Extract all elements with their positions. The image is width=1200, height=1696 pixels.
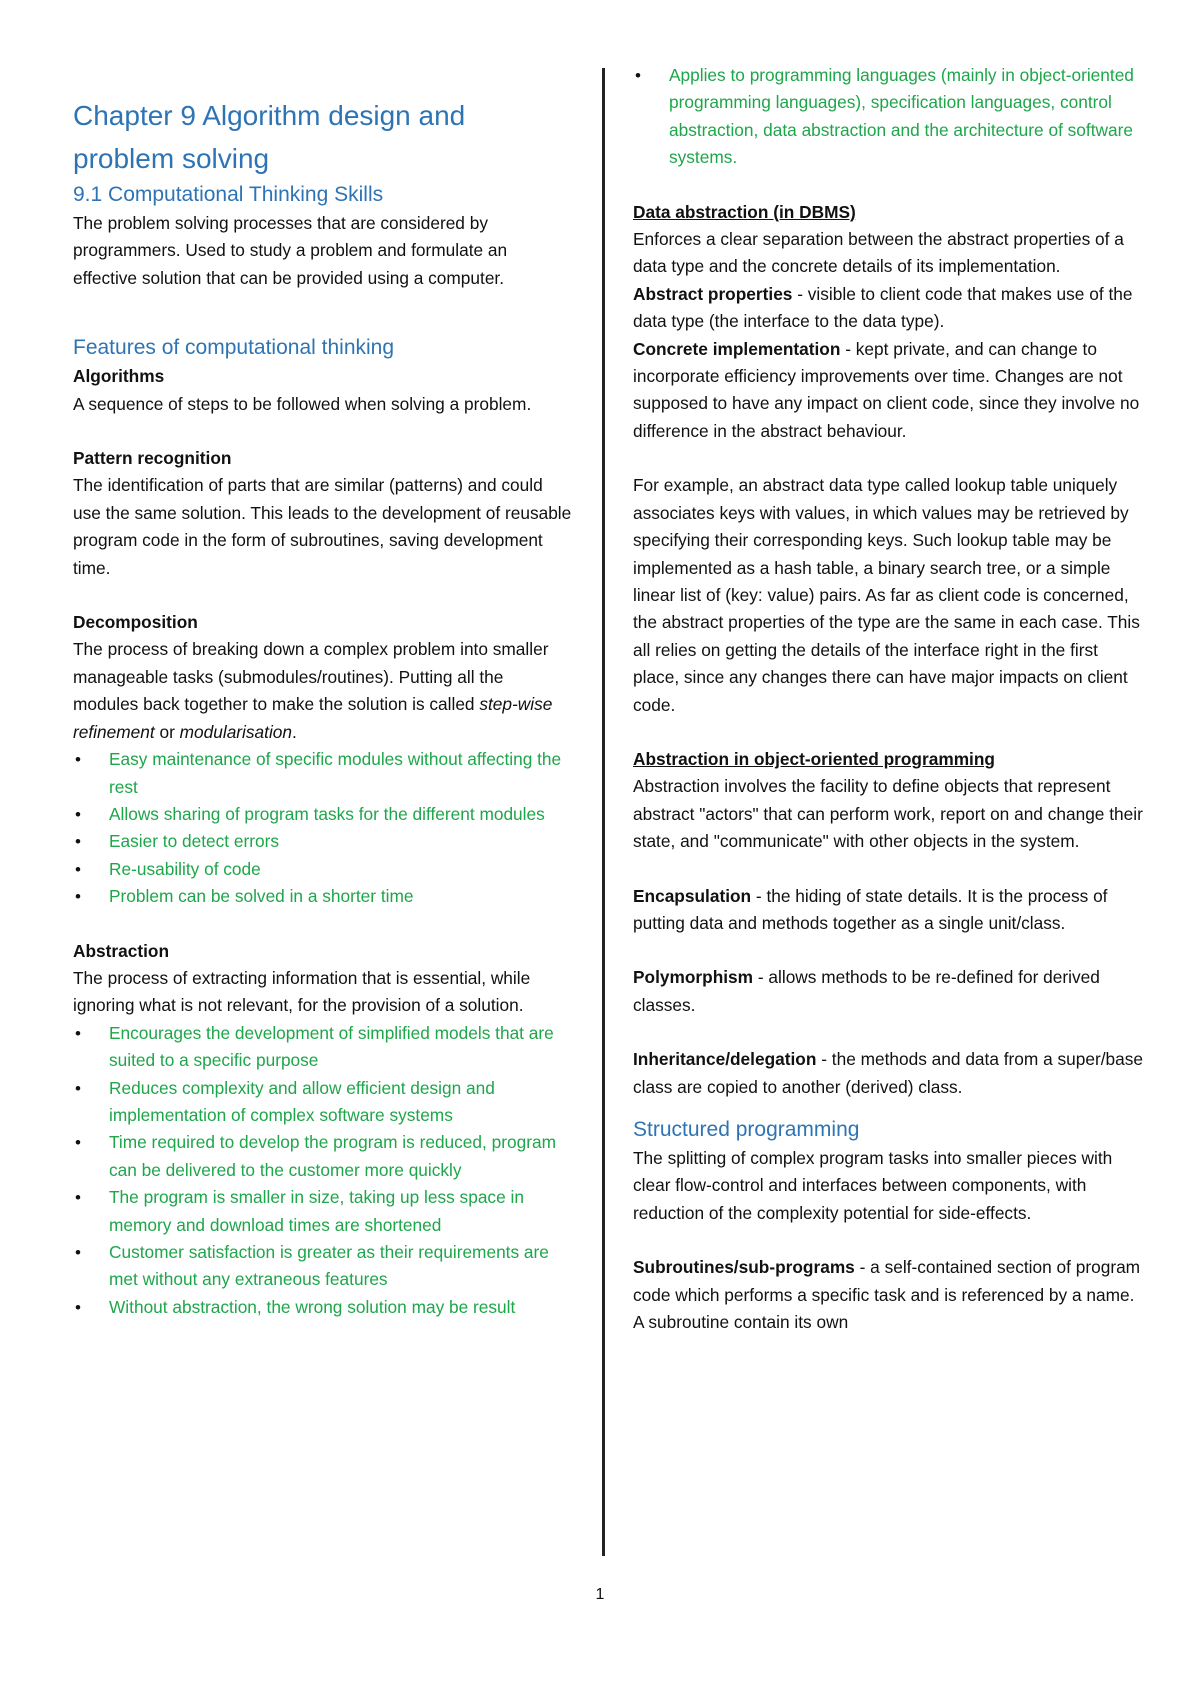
inheritance-text: Inheritance/delegation - the methods and data from a super/base class are copied to another (derived) class. xyxy=(633,1049,1144,1097)
pattern-text: The identification of parts that are similar (patterns) and could use the same solution. This leads to the development of reusable program code in the form of subroutines, saving development time. xyxy=(73,475,572,578)
pattern-title: Pattern recognition xyxy=(73,448,232,469)
oop-abstraction-text: Abstraction involves the facility to define objects that represent abstract "actors" that can perform work, report on and change their state, and "communicate" with other objects in the system. xyxy=(633,776,1143,852)
structured-programming-heading: Structured programming xyxy=(633,1118,860,1141)
algorithms-text: A sequence of steps to be followed when solving a problem. xyxy=(73,393,532,414)
list-item: • Time required to develop the program is reduced, program can be delivered to the customer more quickly xyxy=(73,1129,573,1184)
bullet-icon: • xyxy=(75,1297,81,1317)
list-item: • Easy maintenance of specific modules without affecting the rest xyxy=(73,746,573,801)
list-item: • Without abstraction, the wrong solution may be result xyxy=(73,1294,573,1321)
bullet-icon: • xyxy=(75,1243,81,1262)
list-item: • Re-usability of code xyxy=(73,856,573,883)
bullet-icon: • xyxy=(635,66,641,85)
bullet-icon: • xyxy=(75,1078,81,1098)
right-column xyxy=(633,62,1148,1336)
polymorphism-text: Polymorphism - allows methods to be re-defined for derived classes. xyxy=(633,967,1100,1015)
concrete-implementation-text: Concrete implementation - kept private, and can change to incorporate efficiency improvements over time. Changes are not supposed to have any impact on client code, since they involve no difference in the abstract behaviour. xyxy=(633,338,1140,441)
bullet-icon: • xyxy=(75,1133,81,1153)
data-abstraction-text: Enforces a clear separation between the abstract properties of a data type and the concrete details of its implementation. xyxy=(633,229,1124,277)
decomposition-text: The process of breaking down a complex problem into smaller manageable tasks (submodules/routines). Putting all the modules back together to make the solution is called step-wise refinement or modularisation. xyxy=(73,639,553,742)
bullet-icon: • xyxy=(75,832,81,852)
list-item: • Allows sharing of program tasks for the different modules xyxy=(73,801,573,828)
bullet-icon: • xyxy=(75,859,81,879)
abstract-properties-text: Abstract properties - visible to client code that makes use of the data type (the interface to the data type). xyxy=(633,283,1133,332)
bullet-icon: • xyxy=(75,750,81,770)
oop-abstraction-title: Abstraction in object-oriented programming xyxy=(633,748,995,769)
encapsulation-text: Encapsulation - the hiding of state details. It is the process of putting data and methods together as a single unit/class. xyxy=(633,885,1108,933)
subroutines-text: Subroutines/sub-programs - a self-contained section of program code which performs a specific task and is referenced by a name. A subroutine contain its own xyxy=(633,1257,1141,1333)
algorithms-title: Algorithms xyxy=(73,366,165,387)
bullet-icon: • xyxy=(75,804,81,824)
bullet-icon: • xyxy=(75,1023,81,1043)
bullet-icon: • xyxy=(75,1188,81,1208)
structured-programming-text: The splitting of complex program tasks into smaller pieces with clear flow-control and interfaces between components, with reduction of the complexity potential for side-effects. xyxy=(633,1148,1113,1223)
left-column xyxy=(73,62,573,1321)
abstraction-title: Abstraction xyxy=(73,940,170,961)
list-item: • The program is smaller in size, taking up less space in memory and download times are shortened xyxy=(73,1184,573,1239)
page-number: 1 xyxy=(595,1586,605,1603)
list-item: • Encourages the development of simplified models that are suited to a specific purpose xyxy=(73,1020,573,1075)
section-title: 9.1 Computational Thinking Skills xyxy=(73,183,384,206)
bullet-icon: • xyxy=(75,887,81,907)
intro-paragraph: The problem solving processes that are considered by programmers. Used to study a problem and formulate an effective solution that can be provided using a computer. xyxy=(73,213,508,288)
data-abstraction-title: Data abstraction (in DBMS) xyxy=(633,201,856,222)
list-item: • Reduces complexity and allow efficient design and implementation of complex software systems xyxy=(73,1075,573,1130)
list-item: • Problem can be solved in a shorter time xyxy=(73,883,573,910)
list-item: • Applies to programming languages (mainly in object-oriented programming languages), specification languages, control abstraction, data abstraction and the architecture of software systems. xyxy=(633,62,1148,172)
list-item: • Easier to detect errors xyxy=(73,828,573,855)
abstraction-benefits-list xyxy=(73,1020,573,1321)
chapter-title: Chapter 9 Algorithm design and problem solving xyxy=(73,100,466,174)
lookup-table-example: For example, an abstract data type called lookup table uniquely associates keys with values, in which values may be retrieved by specifying their corresponding keys. Such lookup table may be implemented as a hash table, a binary search tree, or a simple linear list of (key: value) pairs. As far as client code is concerned, the abstract properties of the type are the same in each case. This all relies on getting the details of the interface right in the first place, since any changes there can have major impacts on client code. xyxy=(633,475,1140,715)
decomposition-benefits-list xyxy=(73,746,573,910)
abstraction-text: The process of extracting information that is essential, while ignoring what is not relevant, for the provision of a solution. xyxy=(73,967,531,1016)
list-item: • Customer satisfaction is greater as their requirements are met without any extraneous features xyxy=(73,1239,573,1294)
abstraction-scope-list xyxy=(633,62,1148,172)
decomposition-title: Decomposition xyxy=(73,612,198,633)
features-heading: Features of computational thinking xyxy=(73,336,395,360)
column-divider xyxy=(602,68,605,1556)
